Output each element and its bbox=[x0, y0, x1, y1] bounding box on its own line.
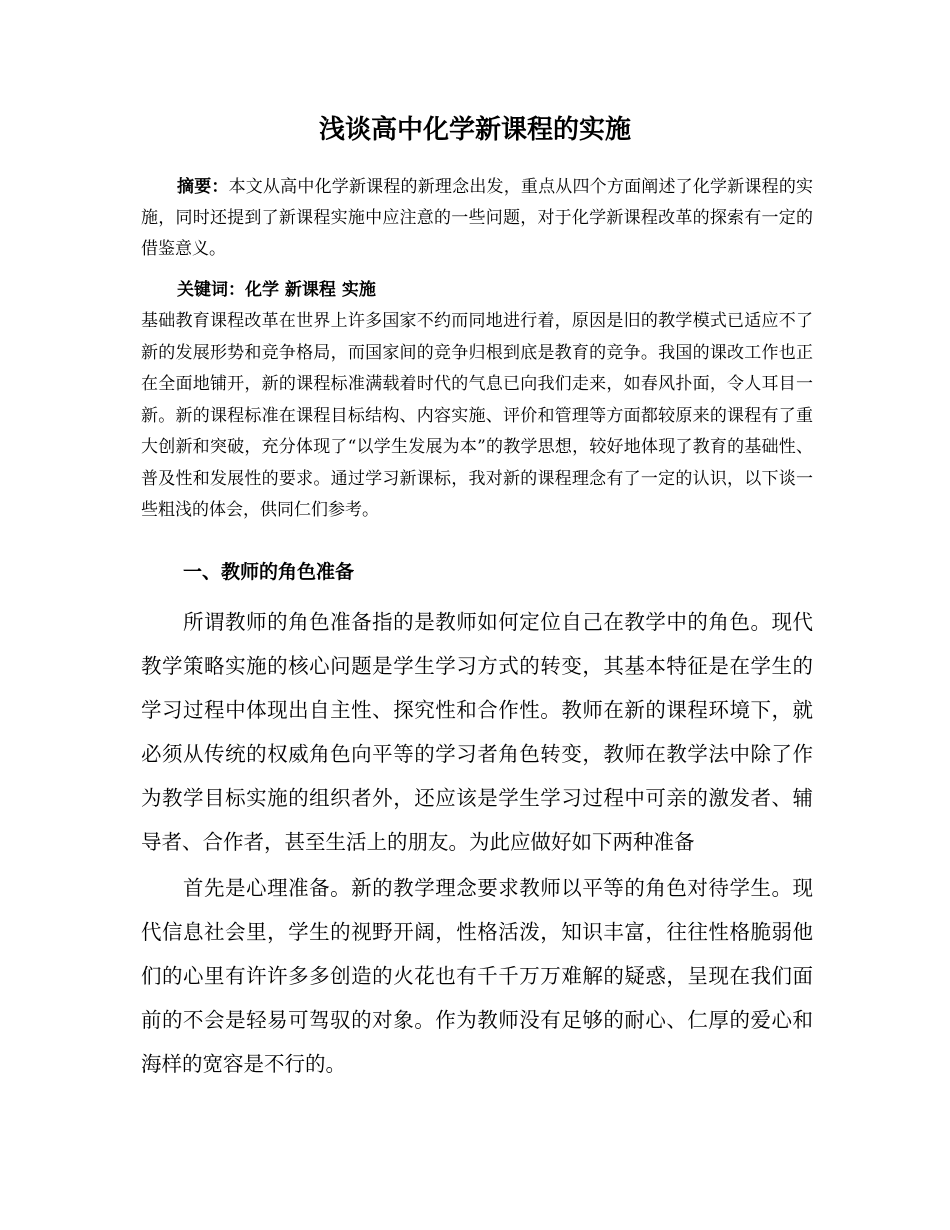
abstract bbox=[141, 172, 813, 265]
abstract-text: 本文从高中化学新课程的新理念出发，重点从四个方面阐述了化学新课程的实施，同时还提到了新课程实施中应注意的一些问题，对于化学新课程改革的探索有一定的借鉴意义。 bbox=[141, 177, 814, 259]
body-paragraph: 首先是心理准备。新的教学理念要求教师以平等的角色对待学生。现代信息社会里，学生的视野开阔，性格活泼，知识丰富，往往性格脆弱他们的心里有许许多多创造的火花也有千千万万难解的疑惑，呈现在我们面前的不会是轻易可驾驭的对象。作为教师没有足够的耐心、仁厚的爱心和海样的宽容是不行的。 bbox=[141, 876, 813, 1076]
document-title: 浅谈高中化学新课程的实施 bbox=[318, 115, 631, 145]
body-paragraph: 所谓教师的角色准备指的是教师如何定位自己在教学中的角色。现代教学策略实施的核心问题是学生学习方式的转变，其基本特征是在学生的学习过程中体现出自主性、探究性和合作性。教师在新的课程环境下，就必须从传统的权威角色向平等的学习者角色转变，教师在教学法中除了作为教学目标实施的组织者外，还应该是学生学习过程中可亲的激发者、辅导者、合作者，甚至生活上的朋友。为此应做好如下两种准备 bbox=[141, 610, 813, 854]
section-heading: 一、教师的角色准备 bbox=[183, 561, 355, 583]
keywords: 关键词：化学 新课程 实施 bbox=[177, 280, 376, 300]
intro-paragraph: 基础教育课程改革在世界上许多国家不约而同地进行着，原因是旧的教学模式已适应不了新的发展形势和竞争格局，而国家间的竞争归根到底是教育的竞争。我国的课改工作也正在全面地铺开，新的课程标准满载着时代的气息已向我们走来，如春风扑面，令人耳目一新。新的课程标准在课程目标结构、内容实施、评价和管理等方面都较原来的课程有了重大创新和突破，充分体现了“以学生发展为本”的教学思想，较好地体现了教育的基础性、普及性和发展性的要求。通过学习新课标，我对新的课程理念有了一定的认识，以下谈一些粗浅的体会，供同仁们参考。 bbox=[141, 311, 813, 520]
abstract-label: 摘要： bbox=[177, 177, 229, 197]
